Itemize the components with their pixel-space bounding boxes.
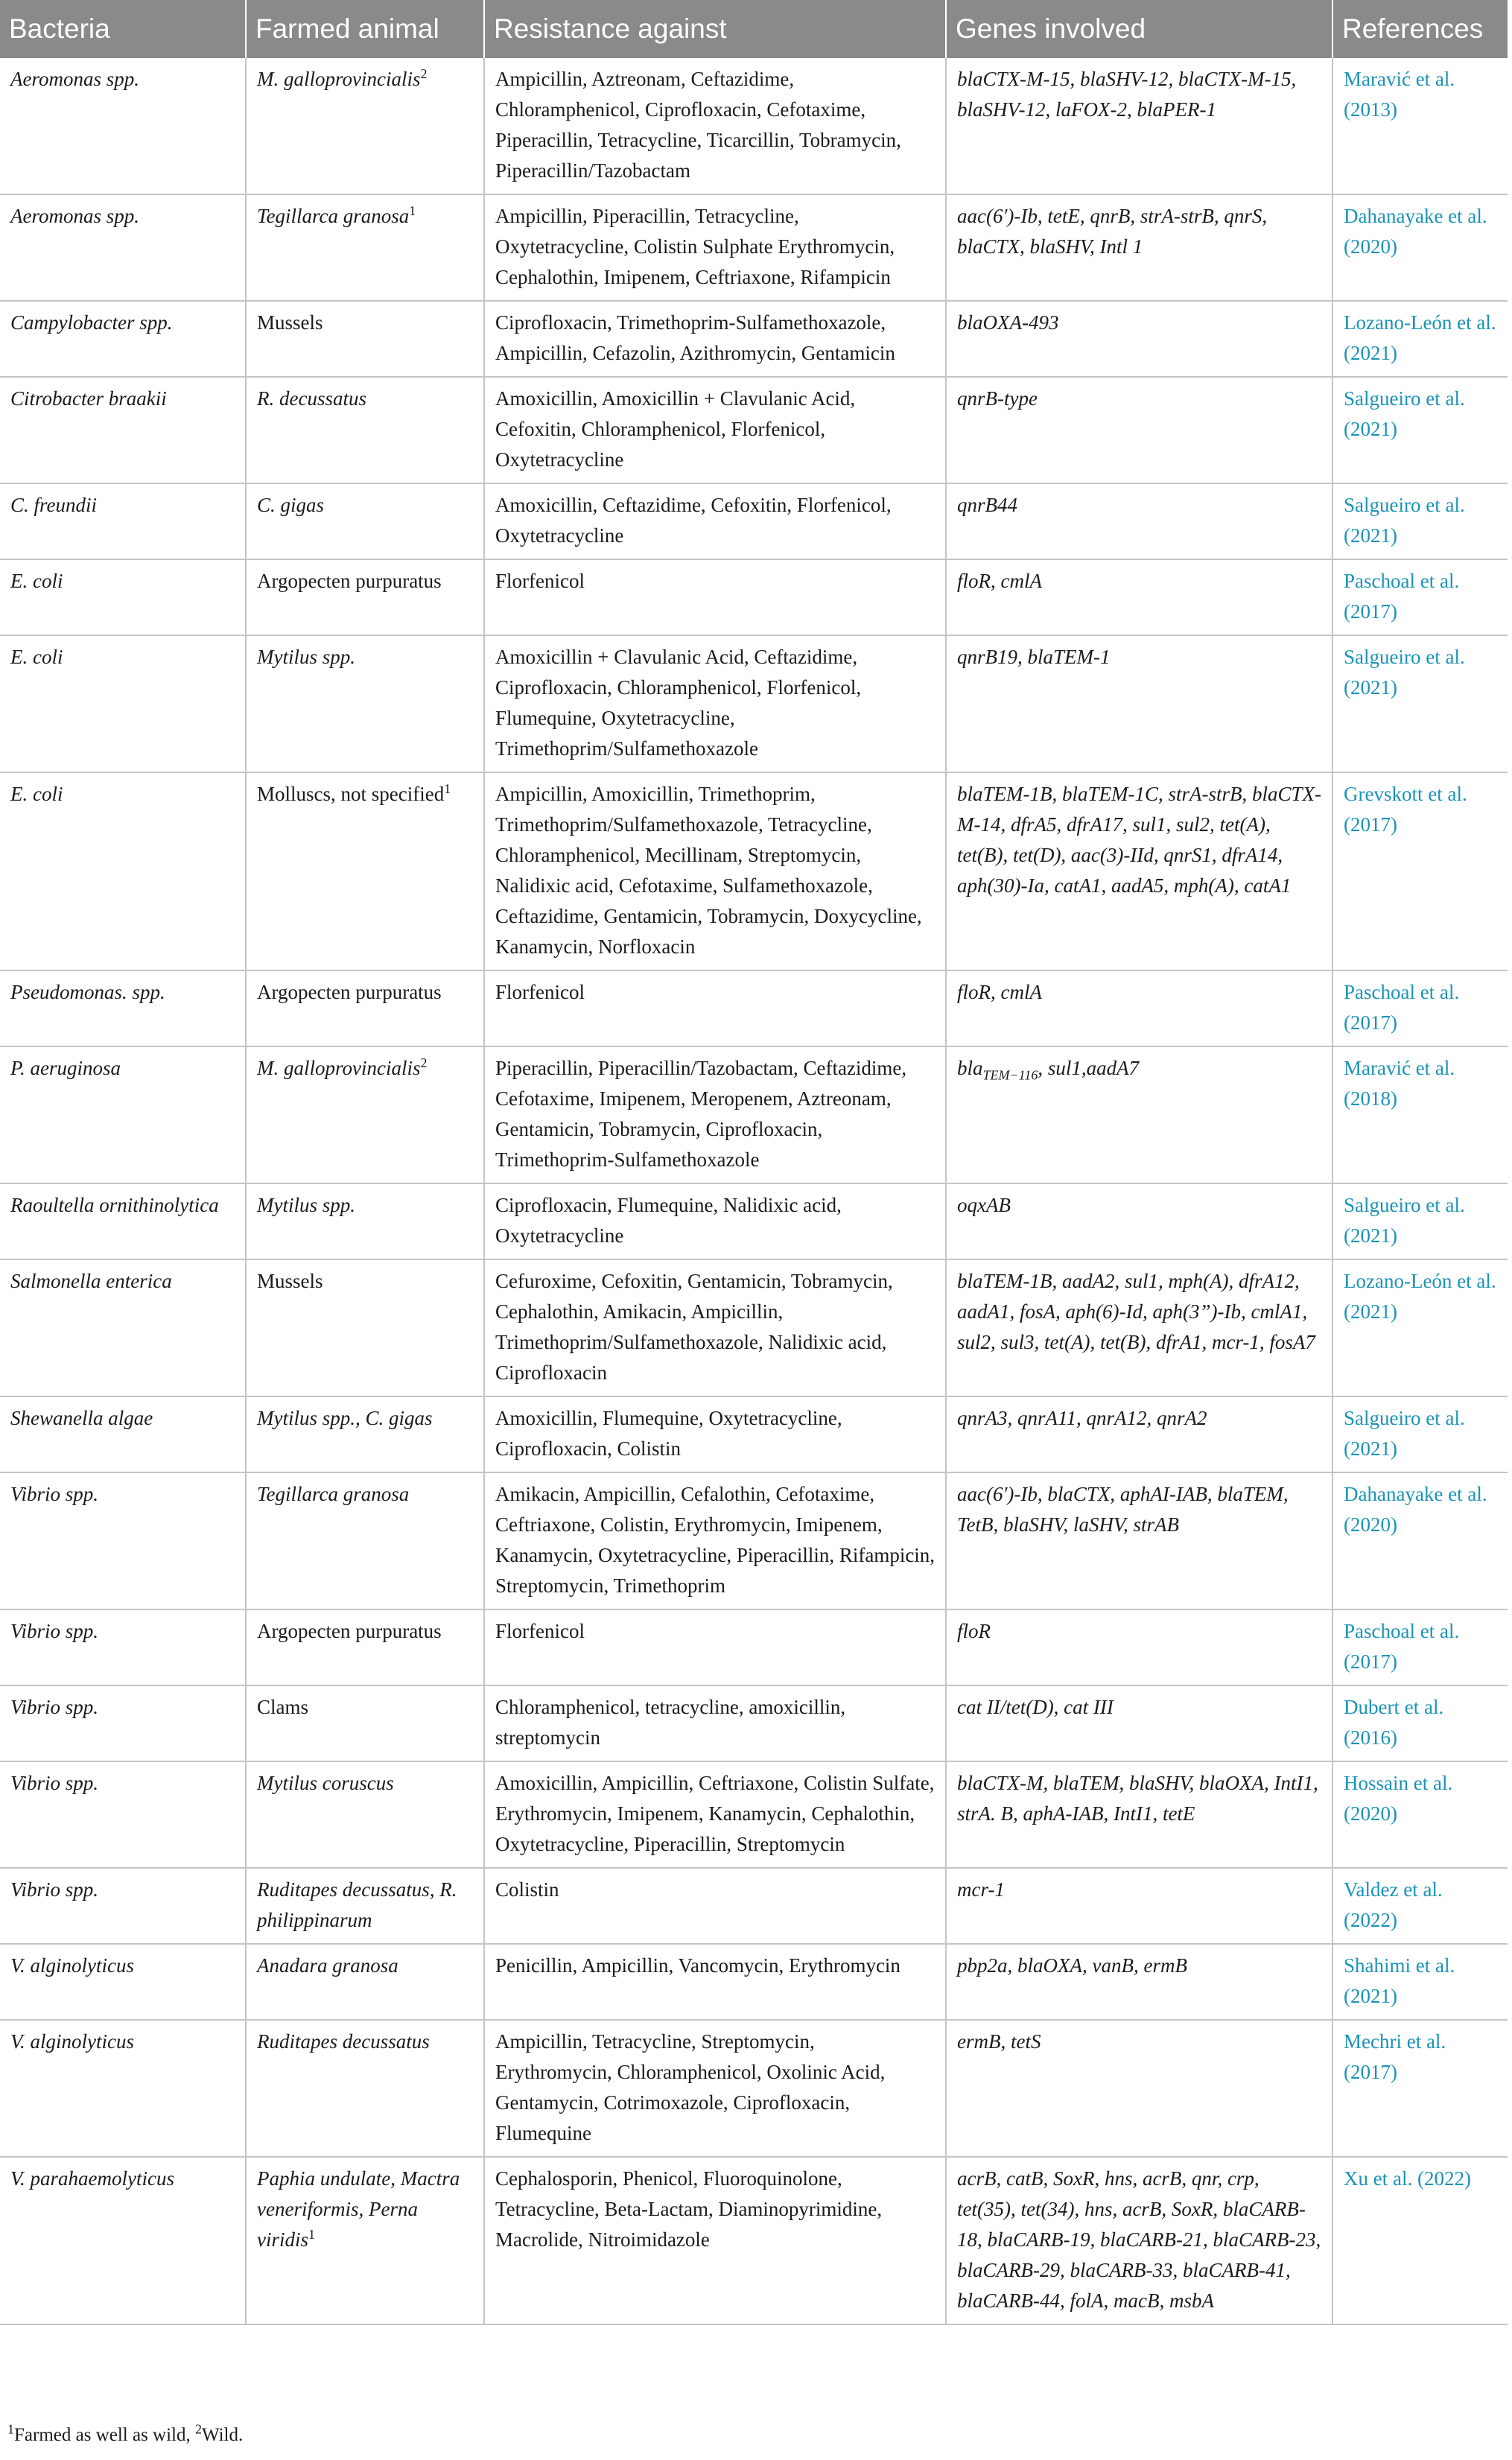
cell-farmed-animal-text: Argopecten purpuratus	[257, 981, 442, 1003]
reference-link[interactable]: Dubert et al. (2016)	[1344, 1696, 1444, 1749]
cell-farmed-animal	[246, 559, 484, 635]
table-row	[0, 301, 1508, 377]
cell-bacteria	[0, 58, 246, 194]
reference-link[interactable]: Salgueiro et al. (2021)	[1344, 646, 1465, 699]
cell-genes-text: qnrB44	[957, 494, 1017, 516]
reference-link[interactable]: Dahanayake et al. (2020)	[1344, 205, 1487, 258]
cell-resistance	[484, 301, 946, 377]
cell-genes-text: pbp2a, blaOXA, vanB, ermB	[957, 1954, 1187, 1977]
cell-bacteria	[0, 970, 246, 1046]
cell-resistance-text: Amikacin, Ampicillin, Cefalothin, Cefotaxime, Ceftriaxone, Colistin, Erythromycin, Imipenem, Kanamycin, Oxytetracycline, Piperacillin, Rifampicin, Streptomycin, Trimethoprim	[495, 1483, 936, 1597]
cell-farmed-animal-text: Clams	[257, 1696, 309, 1718]
cell-resistance-text: Amoxicillin, Flumequine, Oxytetracycline, Ciprofloxacin, Colistin	[495, 1407, 842, 1460]
table-row	[0, 1868, 1508, 1944]
footnote-text-1: Farmed as well as wild,	[14, 2425, 196, 2445]
table-row	[0, 2020, 1508, 2157]
cell-bacteria-text: V. alginolyticus	[10, 1954, 134, 1977]
cell-genes-text: floR, cmlA	[957, 981, 1042, 1003]
cell-bacteria	[0, 194, 246, 301]
cell-genes-text: blaTEM-1B, blaTEM-1C, strA-strB, blaCTX-M-14, dfrA5, dfrA17, sul1, sul2, tet(A), tet(B), tet(D), aac(3)-IId, qnrS1, dfrA14, aph(30)-Ia, catA1, aadA5, mph(A), catA1	[957, 783, 1322, 897]
cell-resistance-text: Penicillin, Ampicillin, Vancomycin, Erythromycin	[495, 1954, 900, 1977]
cell-reference	[1332, 970, 1508, 1046]
footnote-marker: 2	[420, 66, 428, 81]
cell-resistance-text: Amoxicillin, Amoxicillin + Clavulanic Acid, Cefoxitin, Chloramphenicol, Florfenicol, Oxytetracycline	[495, 387, 856, 471]
reference-link[interactable]: Paschoal et al. (2017)	[1344, 981, 1460, 1034]
cell-genes	[946, 1259, 1332, 1396]
cell-farmed-animal-text: Mytilus spp.	[257, 1194, 355, 1216]
cell-genes	[946, 1944, 1332, 2020]
cell-bacteria-text: Campylobacter spp.	[10, 311, 173, 334]
cell-farmed-animal	[246, 635, 484, 772]
cell-resistance	[484, 377, 946, 483]
cell-reference	[1332, 483, 1508, 559]
cell-genes	[946, 483, 1332, 559]
cell-farmed-animal-text: Molluscs, not specified	[257, 783, 445, 805]
cell-genes-text: aac(6′)-Ib, tetE, qnrB, strA-strB, qnrS, blaCTX, blaSHV, Intl 1	[957, 205, 1268, 258]
cell-farmed-animal	[246, 483, 484, 559]
cell-genes	[946, 2157, 1332, 2324]
cell-reference	[1332, 635, 1508, 772]
cell-resistance	[484, 1868, 946, 1944]
cell-bacteria	[0, 1944, 246, 2020]
cell-bacteria-text: Raoultella ornithinolytica	[10, 1194, 219, 1216]
cell-bacteria	[0, 1396, 246, 1472]
cell-resistance	[484, 1259, 946, 1396]
cell-farmed-animal	[246, 1472, 484, 1609]
reference-link[interactable]: Grevskott et al. (2017)	[1344, 783, 1467, 836]
table-footnote	[7, 2421, 244, 2446]
cell-reference	[1332, 1685, 1508, 1761]
cell-bacteria-text: C. freundii	[10, 494, 98, 516]
cell-reference	[1332, 301, 1508, 377]
table-row	[0, 635, 1508, 772]
table-row	[0, 970, 1508, 1046]
cell-genes-text: blaCTX-M, blaTEM, blaSHV, blaOXA, IntI1, strA. B, aphA-IAB, IntI1, tetE	[957, 1772, 1318, 1825]
reference-link[interactable]: Salgueiro et al. (2021)	[1344, 1407, 1465, 1460]
cell-genes	[946, 377, 1332, 483]
reference-link[interactable]: Dahanayake et al. (2020)	[1344, 1483, 1487, 1536]
cell-resistance	[484, 1046, 946, 1183]
reference-link[interactable]: Maravić et al. (2013)	[1344, 68, 1455, 121]
cell-genes-text: acrB, catB, SoxR, hns, acrB, qnr, crp, tet(35), tet(34), hns, acrB, SoxR, blaCARB-18, blaCARB-19, blaCARB-21, blaCARB-23, blaCARB-29, blaCARB-33, blaCARB-41, blaCARB-44, folA, macB, msbA	[957, 2167, 1321, 2312]
reference-link[interactable]: Lozano-León et al. (2021)	[1344, 311, 1496, 364]
cell-genes-text: qnrB-type	[957, 387, 1038, 410]
cell-resistance	[484, 1472, 946, 1609]
cell-farmed-animal-text: Mytilus spp.	[257, 646, 355, 668]
reference-link[interactable]: Paschoal et al. (2017)	[1344, 1620, 1460, 1673]
cell-genes	[946, 2020, 1332, 2157]
reference-link[interactable]: Xu et al. (2022)	[1344, 2167, 1471, 2190]
cell-reference	[1332, 377, 1508, 483]
footnote-marker: 1	[308, 2227, 316, 2242]
cell-reference	[1332, 1761, 1508, 1868]
cell-farmed-animal	[246, 1609, 484, 1685]
cell-genes	[946, 194, 1332, 301]
cell-reference	[1332, 772, 1508, 970]
cell-resistance-text: Amoxicillin, Ampicillin, Ceftriaxone, Colistin Sulfate, Erythromycin, Imipenem, Kanamycin, Cephalothin, Oxytetracycline, Piperacillin, Streptomycin	[495, 1772, 935, 1855]
reference-link[interactable]: Paschoal et al. (2017)	[1344, 570, 1460, 623]
cell-genes	[946, 1472, 1332, 1609]
cell-genes	[946, 1046, 1332, 1183]
footnote-marker-1: 1	[7, 2421, 14, 2437]
cell-genes	[946, 635, 1332, 772]
cell-reference	[1332, 559, 1508, 635]
cell-genes-text: qnrA3, qnrA11, qnrA12, qnrA2	[957, 1407, 1207, 1429]
cell-bacteria	[0, 1609, 246, 1685]
cell-resistance-text: Piperacillin, Piperacillin/Tazobactam, Ceftazidime, Cefotaxime, Imipenem, Meropenem, Aztreonam, Gentamicin, Tobramycin, Ciprofloxacin, Trimethoprim-Sulfamethoxazole	[495, 1057, 907, 1171]
cell-resistance	[484, 1685, 946, 1761]
reference-link[interactable]: Valdez et al. (2022)	[1344, 1878, 1443, 1931]
cell-farmed-animal	[246, 377, 484, 483]
cell-bacteria	[0, 483, 246, 559]
reference-link[interactable]: Lozano-León et al. (2021)	[1344, 1270, 1496, 1323]
cell-reference	[1332, 1472, 1508, 1609]
reference-link[interactable]: Mechri et al. (2017)	[1344, 2030, 1446, 2083]
cell-resistance	[484, 970, 946, 1046]
cell-genes	[946, 301, 1332, 377]
table-row	[0, 2157, 1508, 2324]
table-row	[0, 1685, 1508, 1761]
cell-genes-text: blaTEM-1B, aadA2, sul1, mph(A), dfrA12, aadA1, fosA, aph(6)-Id, aph(3”)-Ib, cmlA1, sul2, sul3, tet(A), tet(B), dfrA1, mcr-1, fosA7	[957, 1270, 1315, 1353]
cell-resistance	[484, 559, 946, 635]
cell-resistance-text: Florfenicol	[495, 981, 585, 1003]
table-row	[0, 194, 1508, 301]
header-resistance-against: Resistance against	[484, 0, 946, 58]
cell-farmed-animal	[246, 58, 484, 194]
footnote-text-2: Wild.	[202, 2425, 244, 2445]
cell-reference	[1332, 1944, 1508, 2020]
cell-resistance-text: Amoxicillin + Clavulanic Acid, Ceftazidime, Ciprofloxacin, Chloramphenicol, Florfenicol, Flumequine, Oxytetracycline, Trimethoprim/Sulfamethoxazole	[495, 646, 862, 760]
footnote-marker-2: 2	[195, 2421, 203, 2437]
cell-bacteria-text: Aeromonas spp.	[10, 205, 139, 227]
cell-resistance-text: Ampicillin, Tetracycline, Streptomycin, Erythromycin, Chloramphenicol, Oxolinic Acid, Gentamycin, Cotrimoxazole, Ciprofloxacin, Flumequine	[495, 2030, 886, 2144]
cell-bacteria-text: Citrobacter braakii	[10, 387, 167, 410]
cell-farmed-animal-text: Tegillarca granosa	[257, 205, 410, 227]
cell-farmed-animal-text: M. galloprovincialis	[257, 1057, 421, 1079]
cell-bacteria-text: E. coli	[10, 646, 63, 668]
cell-reference	[1332, 1396, 1508, 1472]
cell-bacteria	[0, 2157, 246, 2324]
cell-genes-text: blaCTX-M-15, blaSHV-12, blaCTX-M-15, blaSHV-12, laFOX-2, blaPER-1	[957, 68, 1297, 121]
cell-genes	[946, 1396, 1332, 1472]
cell-farmed-animal	[246, 1868, 484, 1944]
cell-farmed-animal	[246, 1183, 484, 1259]
cell-farmed-animal	[246, 1046, 484, 1183]
cell-farmed-animal-text: M. galloprovincialis	[257, 68, 421, 90]
cell-bacteria-text: E. coli	[10, 783, 63, 805]
cell-farmed-animal-text: C. gigas	[257, 494, 325, 516]
header-farmed-animal: Farmed animal	[246, 0, 484, 58]
cell-farmed-animal	[246, 194, 484, 301]
footnote-marker: 2	[420, 1055, 428, 1070]
cell-farmed-animal	[246, 2020, 484, 2157]
cell-resistance	[484, 2157, 946, 2324]
table-row	[0, 1944, 1508, 2020]
cell-resistance-text: Ampicillin, Amoxicillin, Trimethoprim, Trimethoprim/Sulfamethoxazole, Tetracycline, Chloramphenicol, Mecillinam, Streptomycin, Nalidixic acid, Cefotaxime, Sulfamethoxazole, Ceftazidime, Gentamicin, Tobramycin, Doxycycline, Kanamycin, Norfloxacin	[495, 783, 922, 958]
cell-genes	[946, 1183, 1332, 1259]
cell-genes	[946, 1685, 1332, 1761]
cell-bacteria	[0, 559, 246, 635]
reference-link[interactable]: Salgueiro et al. (2021)	[1344, 1194, 1465, 1247]
cell-farmed-animal	[246, 2157, 484, 2324]
cell-genes	[946, 1609, 1332, 1685]
cell-farmed-animal	[246, 1685, 484, 1761]
cell-farmed-animal	[246, 1944, 484, 2020]
cell-genes-text: floR	[957, 1620, 991, 1642]
cell-resistance-text: Ampicillin, Piperacillin, Tetracycline, Oxytetracycline, Colistin Sulphate Erythromycin, Cephalothin, Imipenem, Ceftriaxone, Rifampicin	[495, 205, 895, 288]
reference-link[interactable]: Salgueiro et al. (2021)	[1344, 494, 1465, 547]
cell-resistance	[484, 2020, 946, 2157]
cell-resistance-text: Amoxicillin, Ceftazidime, Cefoxitin, Florfenicol, Oxytetracycline	[495, 494, 892, 547]
cell-farmed-animal	[246, 301, 484, 377]
cell-resistance-text: Ciprofloxacin, Flumequine, Nalidixic acid, Oxytetracycline	[495, 1194, 842, 1247]
cell-bacteria-text: Vibrio spp.	[10, 1483, 99, 1505]
cell-bacteria-text: Shewanella algae	[10, 1407, 153, 1429]
cell-resistance-text: Colistin	[495, 1878, 559, 1901]
table-row	[0, 377, 1508, 483]
reference-link[interactable]: Hossain et al. (2020)	[1344, 1772, 1453, 1825]
reference-link[interactable]: Shahimi et al. (2021)	[1344, 1954, 1455, 2007]
cell-genes-text: aac(6′)-Ib, blaCTX, aphAI-IAB, blaTEM, TetB, blaSHV, laSHV, strAB	[957, 1483, 1289, 1536]
cell-bacteria	[0, 1472, 246, 1609]
cell-bacteria	[0, 635, 246, 772]
cell-resistance	[484, 1944, 946, 2020]
cell-farmed-animal-text: Anadara granosa	[257, 1954, 398, 1977]
cell-genes-text: blaOXA-493	[957, 311, 1059, 334]
cell-resistance	[484, 58, 946, 194]
table-body	[0, 58, 1508, 2324]
header-bacteria: Bacteria	[0, 0, 246, 58]
cell-farmed-animal-text: R. decussatus	[257, 387, 366, 410]
cell-farmed-animal-text: Argopecten purpuratus	[257, 570, 442, 592]
cell-genes-text: cat II/tet(D), cat III	[957, 1696, 1114, 1718]
cell-bacteria	[0, 772, 246, 970]
cell-bacteria	[0, 1259, 246, 1396]
table-row	[0, 483, 1508, 559]
cell-genes-text: ermB, tetS	[957, 2030, 1041, 2053]
cell-resistance-text: Ampicillin, Aztreonam, Ceftazidime, Chloramphenicol, Ciprofloxacin, Cefotaxime, Piperacillin, Tetracycline, Ticarcillin, Tobramycin, Piperacillin/Tazobactam	[495, 68, 901, 182]
cell-farmed-animal	[246, 1259, 484, 1396]
cell-reference	[1332, 1046, 1508, 1183]
header-genes-involved: Genes involved	[946, 0, 1332, 58]
cell-reference	[1332, 58, 1508, 194]
cell-genes-text: floR, cmlA	[957, 570, 1042, 592]
cell-farmed-animal	[246, 772, 484, 970]
table-row	[0, 1761, 1508, 1868]
cell-farmed-animal	[246, 1396, 484, 1472]
table-row	[0, 1609, 1508, 1685]
cell-resistance-text: Florfenicol	[495, 570, 585, 592]
cell-bacteria	[0, 2020, 246, 2157]
cell-reference	[1332, 1183, 1508, 1259]
cell-reference	[1332, 1868, 1508, 1944]
cell-genes-text: bla	[957, 1057, 983, 1079]
cell-resistance-text: Cephalosporin, Phenicol, Fluoroquinolone, Tetracycline, Beta-Lactam, Diaminopyrimidine, Macrolide, Nitroimidazole	[495, 2167, 883, 2251]
cell-farmed-animal-text: Mytilus spp., C. gigas	[257, 1407, 433, 1429]
cell-bacteria-text: Pseudomonas. spp.	[10, 981, 165, 1003]
cell-farmed-animal-text: Argopecten purpuratus	[257, 1620, 442, 1642]
cell-genes	[946, 1761, 1332, 1868]
cell-bacteria-text: V. parahaemolyticus	[10, 2167, 174, 2190]
cell-resistance-text: Florfenicol	[495, 1620, 585, 1642]
cell-bacteria	[0, 1761, 246, 1868]
cell-bacteria	[0, 1183, 246, 1259]
cell-bacteria-text: Vibrio spp.	[10, 1878, 99, 1901]
cell-genes	[946, 970, 1332, 1046]
cell-resistance-text: Chloramphenicol, tetracycline, amoxicillin, streptomycin	[495, 1696, 846, 1749]
reference-link[interactable]: Salgueiro et al. (2021)	[1344, 387, 1465, 440]
cell-bacteria-text: E. coli	[10, 570, 63, 592]
cell-bacteria-text: Aeromonas spp.	[10, 68, 139, 90]
footnote-marker: 1	[444, 781, 451, 796]
cell-bacteria-text: V. alginolyticus	[10, 2030, 134, 2053]
cell-farmed-animal	[246, 1761, 484, 1868]
cell-resistance	[484, 194, 946, 301]
cell-farmed-animal-text: Ruditapes decussatus	[257, 2030, 430, 2053]
cell-bacteria	[0, 1046, 246, 1183]
table-row	[0, 559, 1508, 635]
cell-resistance	[484, 635, 946, 772]
table-header-row	[0, 0, 1508, 58]
cell-reference	[1332, 194, 1508, 301]
cell-genes-text: qnrB19, blaTEM-1	[957, 646, 1111, 668]
cell-genes-text: mcr-1	[957, 1878, 1005, 1901]
cell-resistance	[484, 1396, 946, 1472]
table-row	[0, 1396, 1508, 1472]
cell-farmed-animal-text: Mytilus coruscus	[257, 1772, 394, 1794]
cell-bacteria	[0, 301, 246, 377]
cell-farmed-animal-text: Ruditapes decussatus, R. philippinarum	[257, 1878, 457, 1931]
gene-suffix: , sul1,aadA7	[1038, 1057, 1140, 1079]
cell-farmed-animal-text: Mussels	[257, 311, 323, 334]
cell-reference	[1332, 2157, 1508, 2324]
reference-link[interactable]: Maravić et al. (2018)	[1344, 1057, 1455, 1110]
header-references: References	[1332, 0, 1508, 58]
cell-bacteria-text: Salmonella enterica	[10, 1270, 172, 1292]
cell-bacteria	[0, 1868, 246, 1944]
cell-resistance-text: Cefuroxime, Cefoxitin, Gentamicin, Tobramycin, Cephalothin, Amikacin, Ampicillin, Trimethoprim/Sulfamethoxazole, Nalidixic acid, Ciprofloxacin	[495, 1270, 893, 1384]
cell-genes	[946, 559, 1332, 635]
cell-bacteria-text: Vibrio spp.	[10, 1620, 99, 1642]
gene-subscript: TEM−116	[982, 1067, 1038, 1083]
cell-reference	[1332, 2020, 1508, 2157]
table-row	[0, 1472, 1508, 1609]
cell-bacteria-text: Vibrio spp.	[10, 1772, 99, 1794]
cell-resistance-text: Ciprofloxacin, Trimethoprim-Sulfamethoxazole, Ampicillin, Cefazolin, Azithromycin, Gentamicin	[495, 311, 895, 364]
cell-bacteria	[0, 377, 246, 483]
table-row	[0, 1183, 1508, 1259]
table-row	[0, 772, 1508, 970]
cell-bacteria	[0, 1685, 246, 1761]
footnote-marker: 1	[409, 203, 416, 218]
cell-resistance	[484, 1761, 946, 1868]
cell-bacteria-text: P. aeruginosa	[10, 1057, 121, 1079]
cell-bacteria-text: Vibrio spp.	[10, 1696, 99, 1718]
table-row	[0, 1259, 1508, 1396]
cell-farmed-animal-text: Tegillarca granosa	[257, 1483, 410, 1505]
table-row	[0, 58, 1508, 194]
cell-reference	[1332, 1259, 1508, 1396]
cell-resistance	[484, 1183, 946, 1259]
cell-genes	[946, 58, 1332, 194]
cell-resistance	[484, 1609, 946, 1685]
cell-genes	[946, 772, 1332, 970]
cell-genes	[946, 1868, 1332, 1944]
cell-reference	[1332, 1609, 1508, 1685]
cell-resistance	[484, 772, 946, 970]
cell-resistance	[484, 483, 946, 559]
cell-farmed-animal	[246, 970, 484, 1046]
table-row	[0, 1046, 1508, 1183]
cell-farmed-animal-text: Paphia undulate, Mactra veneriformis, Perna viridis	[257, 2167, 460, 2251]
cell-genes-text: oqxAB	[957, 1194, 1011, 1216]
cell-farmed-animal-text: Mussels	[257, 1270, 323, 1292]
